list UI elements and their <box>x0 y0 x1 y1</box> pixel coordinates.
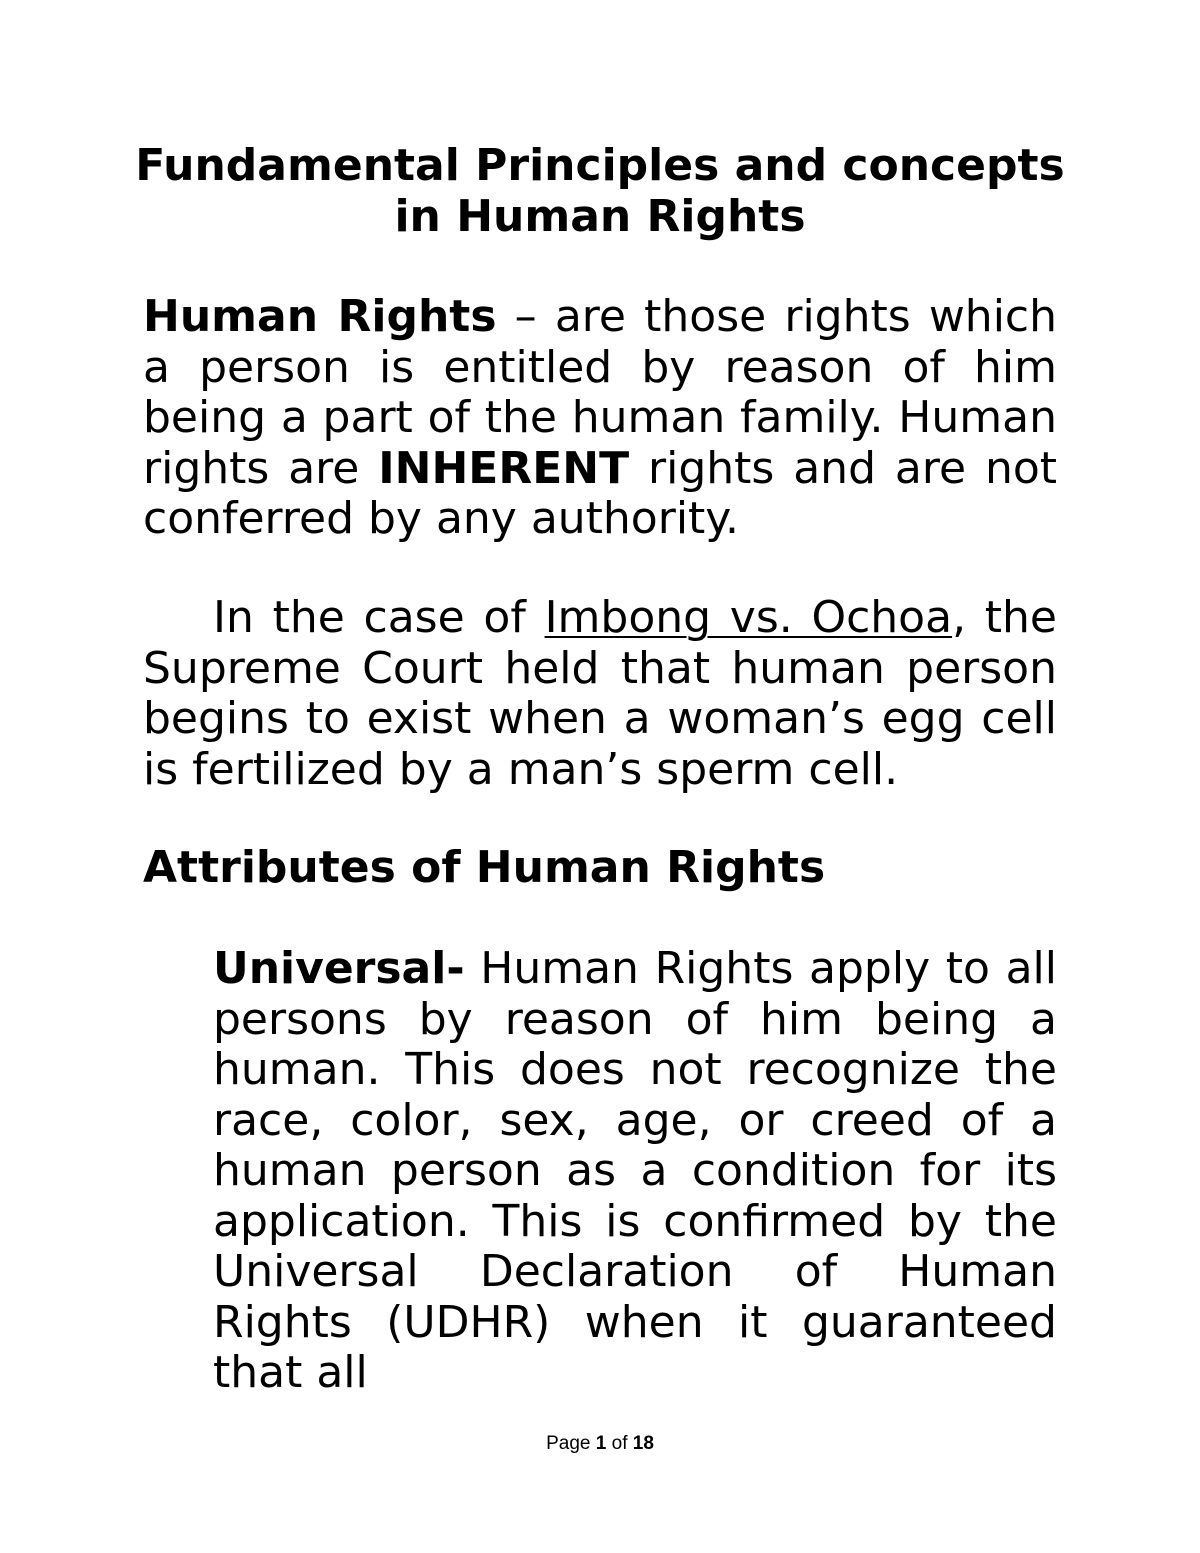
definition-term: Human Rights <box>143 291 497 342</box>
universal-term: Universal- <box>213 943 465 994</box>
title-line-2: in Human Rights <box>394 191 806 242</box>
definition-text-b: rights and are not conferred by any authority. <box>143 442 1058 544</box>
page-footer <box>0 1432 1200 1456</box>
footer-page-number: 1 <box>595 1433 607 1454</box>
footer-page-label: Page <box>546 1433 596 1454</box>
universal-text: Human Rights apply to all persons by reason of him being a human. This does not recognize the race, color, sex, age, or creed of a human person as a condition for its application. This is confirmed by the Universal Declaration of Human Rights (UDHR) when it guaranteed that all <box>213 943 1057 1398</box>
case-paragraph <box>143 593 1057 795</box>
footer-of-label: of <box>606 1433 633 1454</box>
definition-emphasis: INHERENT <box>378 442 630 494</box>
case-name: Imbong vs. Ochoa <box>544 592 953 643</box>
document-title <box>0 140 1200 242</box>
case-text-a: In the case of <box>213 592 545 643</box>
definition-text-a: – are those rights which a person is entitled by reason of him being a part of the human family. Human rights are <box>143 291 1057 494</box>
section-heading: Attributes of Human Rights <box>143 842 826 893</box>
title-line-1: Fundamental Principles and concepts <box>135 140 1065 191</box>
footer-total-pages: 18 <box>632 1433 654 1454</box>
universal-paragraph <box>213 944 1057 1399</box>
case-text-b: , the Supreme Court held that human person begins to exist when a woman’s egg cell is fertilized by a man’s sperm cell. <box>143 592 1058 795</box>
definition-paragraph <box>143 292 1057 545</box>
